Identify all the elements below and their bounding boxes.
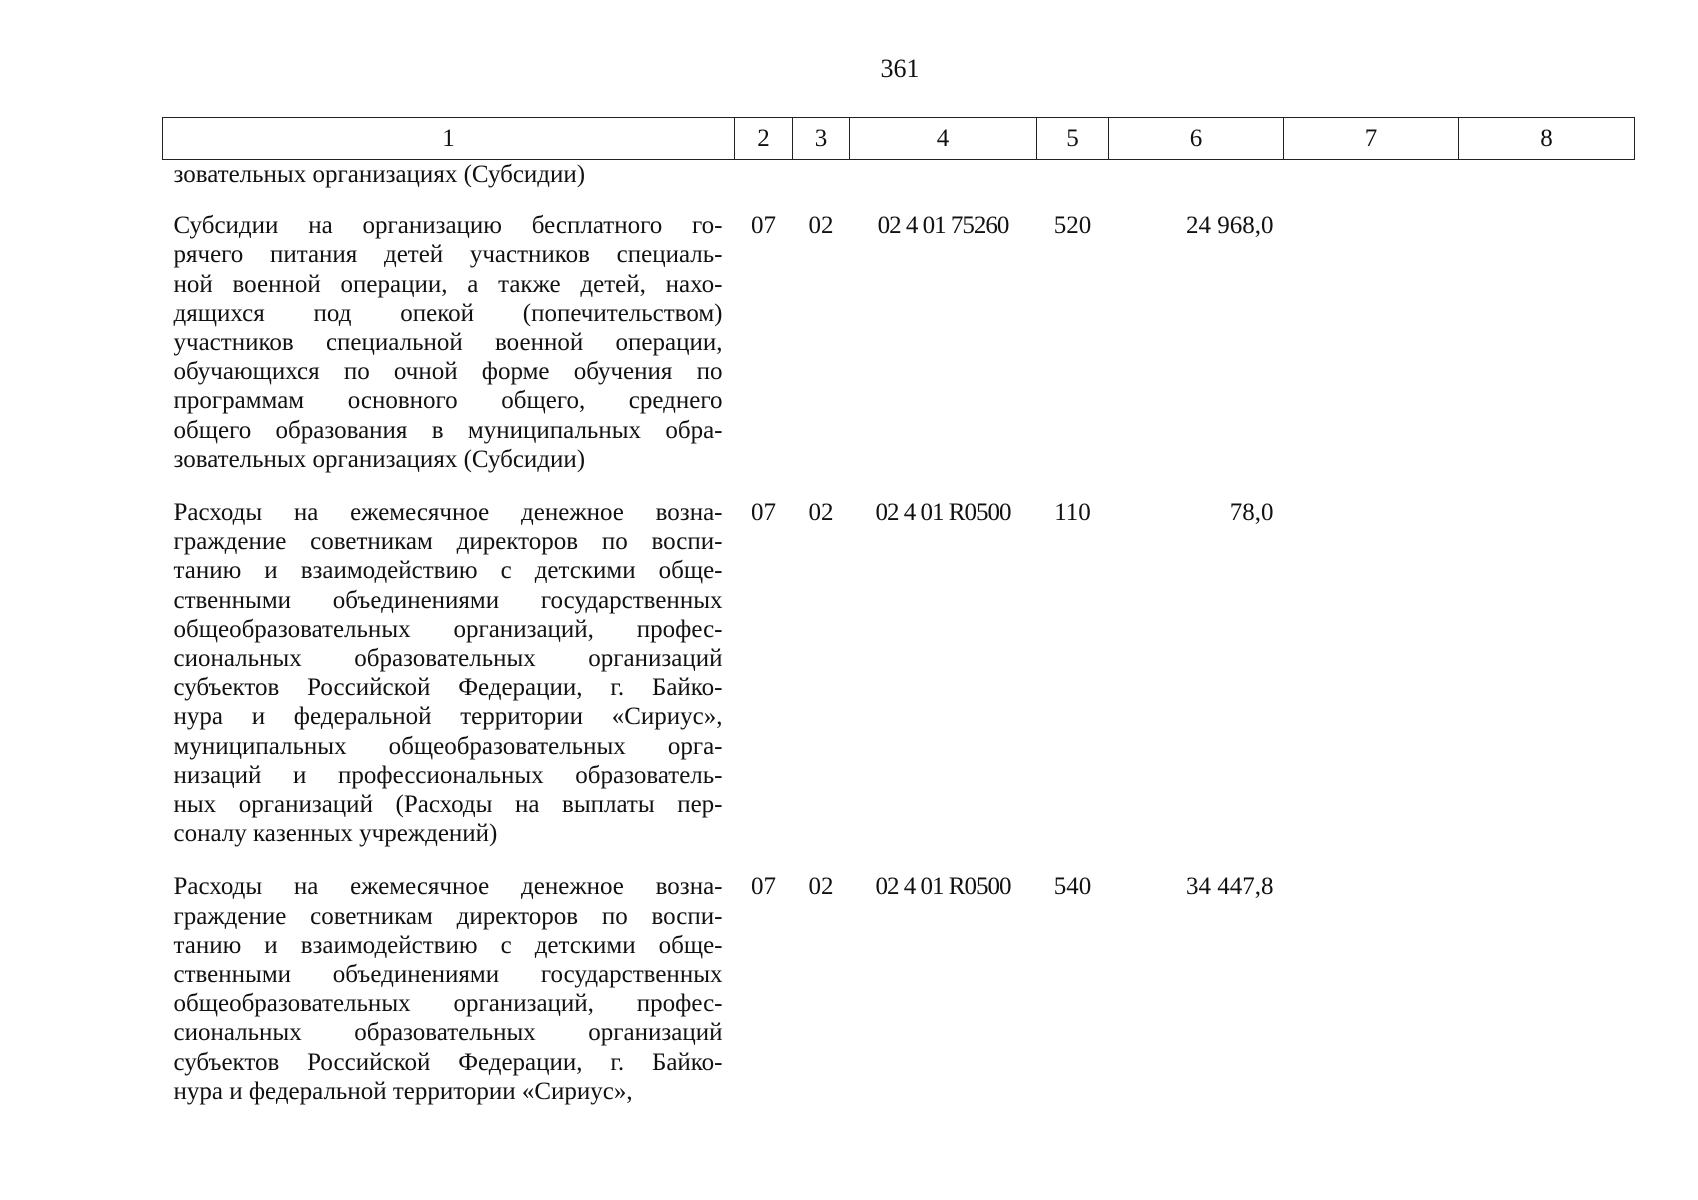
description-line: ных организаций (Расходы на выплаты пер- bbox=[173, 791, 723, 819]
row-amount: 34 447,8 bbox=[1186, 873, 1274, 901]
budget-table bbox=[162, 117, 1635, 1120]
header-row bbox=[163, 118, 1635, 160]
description-line: сиональных образовательных организаций bbox=[173, 1019, 723, 1047]
row-section: 07 bbox=[751, 873, 776, 901]
row-description bbox=[163, 488, 735, 862]
description-line: программам основного общего, среднего bbox=[173, 387, 723, 415]
row-empty-cell bbox=[1284, 488, 1459, 862]
header-col-4: 4 bbox=[850, 118, 1037, 160]
table-row bbox=[163, 201, 1635, 488]
row-subsection: 02 bbox=[808, 499, 834, 527]
row-empty-cell bbox=[1459, 488, 1635, 862]
description-line: Расходы на ежемесячное денежное возна- bbox=[173, 873, 723, 901]
row-amount: 78,0 bbox=[1229, 499, 1274, 527]
row-target-article: 02 4 01 75260 bbox=[877, 212, 1009, 240]
description-line: Субсидии на организацию бесплатного го- bbox=[173, 212, 723, 240]
row-target-article: 02 4 01 R0500 bbox=[875, 873, 1011, 901]
description-line: участников специальной военной операции, bbox=[173, 329, 723, 357]
table-row bbox=[163, 488, 1635, 862]
description-line: ственными объединениями государственных bbox=[173, 586, 723, 614]
description-line: граждение советникам директоров по воспи- bbox=[173, 528, 723, 556]
row-empty-cell bbox=[1459, 862, 1635, 1120]
description-line: общего образования в муниципальных обра- bbox=[173, 416, 723, 444]
page-number: 361 bbox=[880, 54, 920, 83]
row-subsection: 02 bbox=[808, 873, 834, 901]
row-subsection: 02 bbox=[808, 212, 834, 240]
header-col-3: 3 bbox=[793, 118, 850, 160]
row-section: 07 bbox=[751, 499, 776, 527]
header-col-5: 5 bbox=[1037, 118, 1109, 160]
description-line: сиональных образовательных организаций bbox=[173, 645, 723, 673]
budget-table-container bbox=[162, 117, 1635, 1120]
description-line: зовательных организациях (Субсидии) bbox=[173, 445, 586, 473]
description-line: общеобразовательных организаций, профес- bbox=[173, 990, 723, 1018]
description-line: дящихся под опекой (попечительством) bbox=[173, 299, 723, 327]
header-col-6: 6 bbox=[1109, 118, 1284, 160]
row-amount: 24 968,0 bbox=[1186, 212, 1274, 240]
description-line: субъектов Российской Федерации, г. Байко- bbox=[173, 1048, 723, 1076]
row-empty-cell bbox=[1459, 201, 1635, 488]
row-empty-cell bbox=[1284, 862, 1459, 1120]
description-line: муниципальных общеобразовательных орга- bbox=[173, 732, 723, 760]
row-expense-type: 520 bbox=[1053, 212, 1092, 240]
row-expense-type: 110 bbox=[1054, 499, 1091, 527]
header-col-2: 2 bbox=[735, 118, 793, 160]
description-line: ной военной операции, а также детей, нахо- bbox=[173, 270, 723, 298]
description-line: соналу казенных учреждений) bbox=[173, 820, 498, 848]
description-line: ственными объединениями государственных bbox=[173, 961, 723, 989]
continuation-text: зовательных организациях (Субсидии) bbox=[173, 161, 586, 188]
description-line: субъектов Российской Федерации, г. Байко- bbox=[173, 674, 723, 702]
row-expense-type: 540 bbox=[1053, 873, 1092, 901]
row-empty-cell bbox=[1284, 201, 1459, 488]
description-line: нура и федеральной территории «Сириус», bbox=[173, 703, 723, 731]
header-col-7: 7 bbox=[1284, 118, 1459, 160]
description-line: низаций и профессиональных образователь- bbox=[173, 761, 723, 789]
row-target-article: 02 4 01 R0500 bbox=[875, 499, 1011, 527]
description-line: обучающихся по очной форме обучения по bbox=[173, 358, 723, 386]
header-col-8: 8 bbox=[1459, 118, 1635, 160]
row-description bbox=[163, 201, 735, 488]
row-section: 07 bbox=[751, 212, 776, 240]
description-line: рячего питания детей участников специаль- bbox=[173, 241, 723, 269]
header-col-1: 1 bbox=[163, 118, 735, 160]
table-body bbox=[163, 160, 1635, 1121]
description-line: граждение советникам директоров по воспи- bbox=[173, 902, 723, 930]
table-row bbox=[163, 862, 1635, 1120]
row-description bbox=[163, 862, 735, 1120]
description-line: общеобразовательных организаций, профес- bbox=[173, 615, 723, 643]
description-line: нура и федеральной территории «Сириус», bbox=[173, 1077, 633, 1105]
description-line: танию и взаимодействию с детскими обще- bbox=[173, 931, 723, 959]
description-line: Расходы на ежемесячное денежное возна- bbox=[173, 499, 723, 527]
description-line: танию и взаимодействию с детскими обще- bbox=[173, 557, 723, 585]
continuation-row bbox=[163, 160, 1635, 202]
table-header bbox=[163, 118, 1635, 160]
